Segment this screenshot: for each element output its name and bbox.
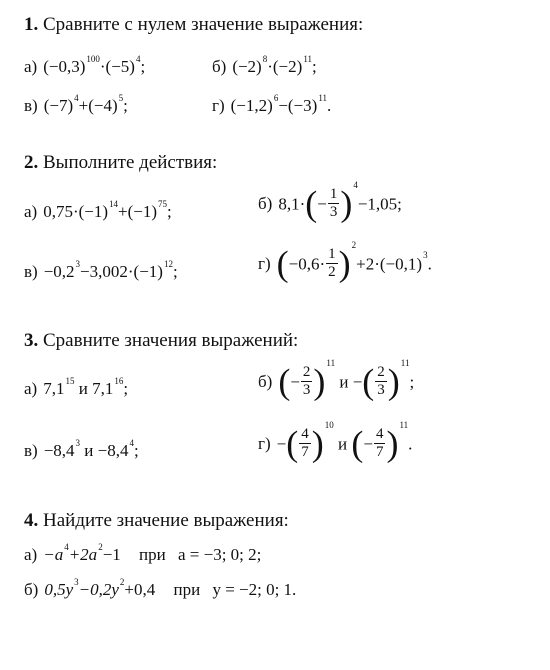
- task-2-heading: [24, 152, 217, 174]
- fraction: $\frac{4}{7}$: [301, 426, 309, 461]
- task-3-heading: [24, 330, 298, 352]
- fraction: $\frac{4}{7}$: [375, 426, 384, 461]
- task-2-title: Выполните действия:: [43, 152, 218, 173]
- fraction: $\frac{2}{3}$: [302, 364, 311, 399]
- task-4-title: Найдите значение выражения:: [43, 510, 289, 531]
- task-2-item-a: а) $0,75\cdot(-1)^{14}+(-1)^{75}$;: [24, 199, 172, 221]
- task-3-item-a: а) $7,1^{15}$ и $7,1^{16}$;: [24, 376, 129, 398]
- task-1-heading: [24, 14, 363, 36]
- task-1-title: Сравните с нулем значение выражения:: [43, 14, 364, 35]
- task-4-item-a: $а) -a^4+2a^2-1$ при a = −3; 0; 2;: [24, 542, 262, 564]
- task-2-number: 2.: [24, 152, 39, 173]
- task-3-number: 3.: [24, 330, 39, 351]
- task-1-number: 1.: [24, 14, 39, 35]
- task-3-item-g: г) −( $\frac{4}{7}$ )$^{10}$ и (− $\frac{4}{7}$ )$^{11}$.: [258, 419, 413, 464]
- task-1-item-v: в) $(-7)^4+(-4)^5$;: [24, 93, 128, 115]
- task-1-item-b: б) $(-2)^8\cdot(-2)^{11}$;: [212, 54, 317, 76]
- fraction: $\frac{2}{3}$: [377, 364, 385, 399]
- task-2-item-v: $в) -0,2^3-3,002\cdot(-1)^{12}$;: [24, 259, 178, 281]
- task-4-number: 4.: [24, 510, 39, 531]
- task-1-item-g: г) $(-1,2)^6-(-3)^{11}$.: [212, 93, 332, 115]
- task-3-title: Сравните значения выражений:: [43, 330, 299, 351]
- fraction: $\frac{1}{3}$: [329, 186, 338, 221]
- task-2-item-b: б) 8,1·(− $\frac{1}{3}$ )$^4$−1,05;: [258, 179, 402, 224]
- task-4-item-b: б) $0,5y^3-0,2y^2+0,4$ при y = −2; 0; 1.: [24, 577, 297, 599]
- fraction: $\frac{1}{2}$: [328, 246, 336, 281]
- task-2-item-g: г) (−0,6· $\frac{1}{2}$ )$^2+2\cdot(-0,1)^3$.: [258, 239, 432, 284]
- task-3-item-b: б) (− $\frac{2}{3}$ )$^{11}$ и −( $\frac{2}{3}$ )$^{11}$;: [258, 357, 415, 402]
- task-4-heading: [24, 510, 289, 532]
- task-3-item-v: $в) -8,4^3$ $и -8,4^4$;: [24, 438, 139, 460]
- task-1-item-a: а) $(-0,3)^{100}\cdot(-5)^4$;: [24, 54, 146, 76]
